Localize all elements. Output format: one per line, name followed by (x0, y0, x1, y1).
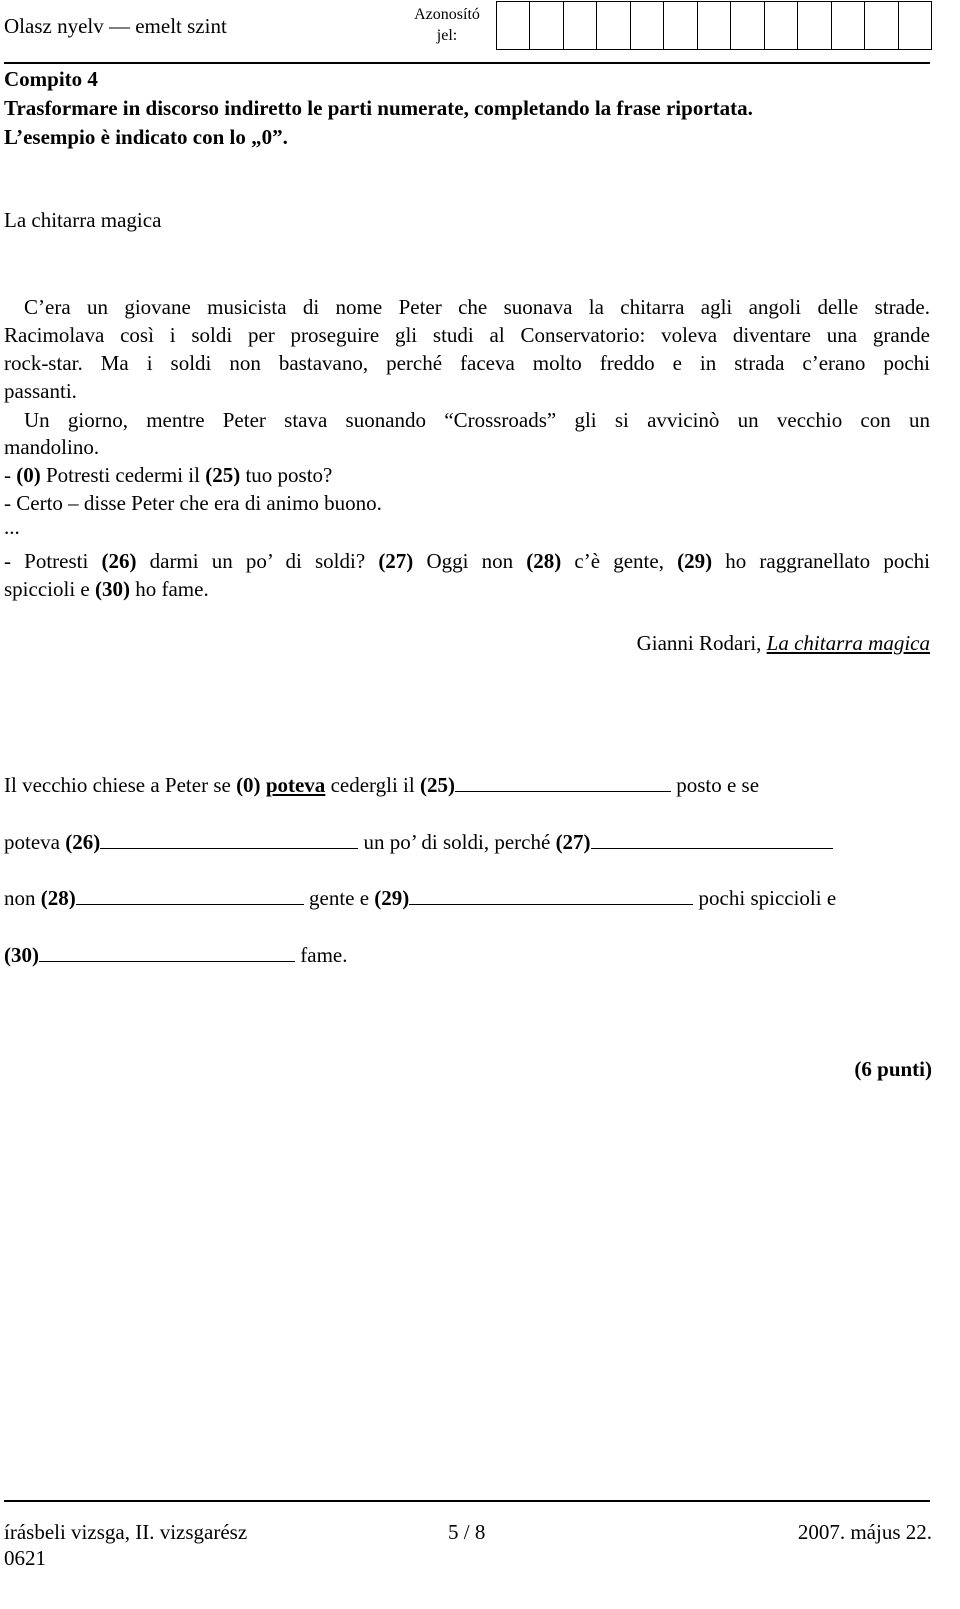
story-title: La chitarra magica (4, 208, 162, 232)
story-text: C’era un giovane musicista di nome Peter che suonava la chitarra agli angoli delle strade. (24, 295, 930, 319)
points: (6 punti) (854, 1057, 932, 1081)
id-cell[interactable] (765, 2, 798, 49)
item-number: (28) (526, 549, 562, 573)
item-number: (28) (40, 886, 76, 910)
story-p1-line1 (4, 293, 930, 322)
id-cell[interactable] (530, 2, 563, 49)
id-cell[interactable] (731, 2, 764, 49)
answer-blank-26[interactable] (100, 830, 358, 849)
id-label (408, 4, 486, 46)
exercise-row-2: poteva (26) un po’ di soldi, perché (27) (4, 830, 833, 855)
dialogue-line1: - (0) Potresti cedermi il (25) tuo posto? (4, 463, 333, 487)
item-number: (27) (378, 549, 414, 573)
id-cell[interactable] (698, 2, 731, 49)
source-citation: Gianni Rodari, La chitarra magica (636, 631, 930, 655)
footer-date: 2007. május 22. (797, 1520, 932, 1544)
answer-blank-29[interactable] (409, 886, 693, 905)
id-cell[interactable] (664, 2, 697, 49)
id-cell[interactable] (798, 2, 831, 49)
header-rule (4, 62, 930, 64)
item-number: (0) (16, 463, 41, 487)
answer-blank-27[interactable] (591, 830, 833, 849)
answer-blank-25[interactable] (455, 773, 671, 792)
dialogue-ellipsis: ... (4, 515, 20, 539)
item-number: (29) (374, 886, 410, 910)
id-cell[interactable] (899, 2, 931, 49)
item-number: (25) (419, 773, 455, 797)
id-cell[interactable] (497, 2, 530, 49)
id-cell[interactable] (865, 2, 898, 49)
page-number: 5 / 8 (448, 1520, 486, 1544)
id-grid[interactable] (496, 1, 932, 50)
story-text: Un giorno, mentre Peter stava suonando “Crossroads” gli si avvicinò un vecchio con un (24, 408, 930, 432)
footer-exam: írásbeli vizsga, II. vizsgarész (4, 1520, 248, 1544)
item-number: (30) (4, 943, 39, 967)
example-answer: poteva (265, 773, 326, 797)
dialogue-line3: - Potresti (26) darmi un po’ di soldi? (27) Oggi non (28) c’è gente, (29) ho raggranellato pochi (4, 549, 930, 573)
exercise-row-3: non (28) gente e (29) pochi spiccioli e (4, 886, 837, 910)
dialogue-line2: - Certo – disse Peter che era di animo buono. (4, 491, 382, 515)
id-label-line2: jel: (436, 27, 458, 44)
footer-code: 0621 (4, 1546, 46, 1570)
task-instruction-2: L’esempio è indicato con lo „0”. (4, 125, 288, 149)
task-instruction-1: Trasformare in discorso indiretto le parti numerate, completando la frase riportata. (4, 96, 753, 120)
id-cell[interactable] (564, 2, 597, 49)
story-p2-line1 (4, 406, 930, 435)
header-subject: Olasz nyelv — emelt szint (4, 14, 227, 38)
answer-blank-28[interactable] (76, 886, 304, 905)
item-number: (0) (236, 773, 261, 797)
id-cell[interactable] (631, 2, 664, 49)
exercise-row-4: (30) fame. (4, 943, 348, 967)
item-number: (25) (205, 463, 241, 487)
exercise-row-1: Il vecchio chiese a Peter se (0) poteva cedergli il (25) posto e se (4, 773, 760, 797)
item-number: (26) (65, 830, 101, 854)
item-number: (29) (677, 549, 713, 573)
answer-blank-30[interactable] (39, 943, 295, 962)
id-label-line1: Azonosító (414, 6, 480, 23)
story-p2-line2: mandolino. (4, 435, 100, 459)
story-p1-line2: Racimolava così i soldi per proseguire gli studi al Conservatorio: voleva diventare una grande (4, 323, 930, 347)
task-title: Compito 4 (4, 67, 98, 91)
story-p1-line4: passanti. (4, 379, 77, 403)
footer-rule (4, 1500, 930, 1502)
id-cell[interactable] (832, 2, 865, 49)
item-number: (26) (101, 549, 137, 573)
item-number: (27) (555, 830, 591, 854)
story-p1-line3: rock-star. Ma i soldi non bastavano, perché faceva molto freddo e in strada c’erano pochi (4, 351, 930, 375)
id-cell[interactable] (597, 2, 630, 49)
item-number: (30) (94, 577, 130, 601)
work-title: La chitarra magica (766, 631, 930, 655)
dialogue-line4: spiccioli e (30) ho fame. (4, 577, 209, 601)
